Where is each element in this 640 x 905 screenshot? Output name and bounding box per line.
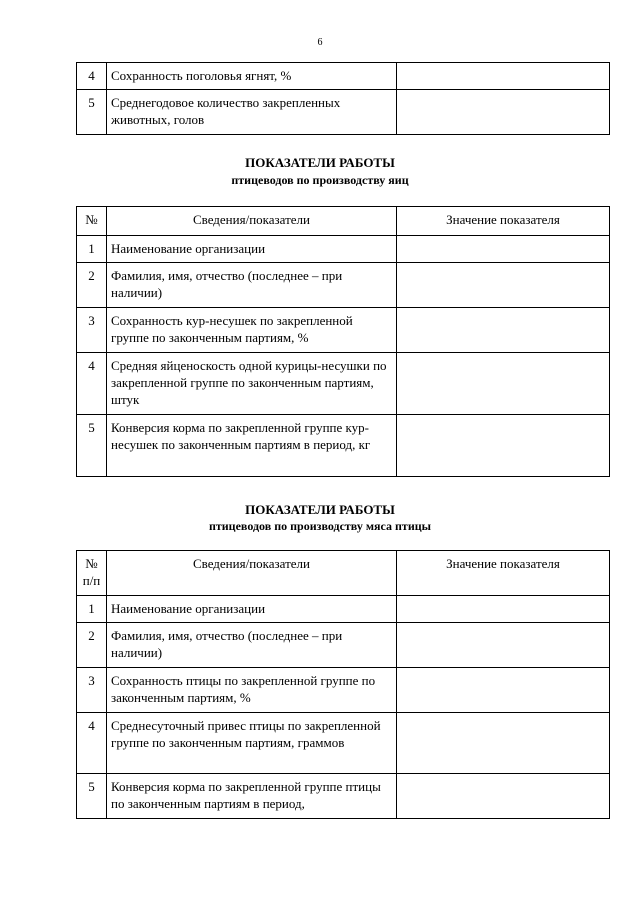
table-row bbox=[77, 63, 610, 90]
row-indicator: Среднесуточный привес птицы по закрепленной группе по законченным партиям, граммов bbox=[107, 713, 397, 774]
header-number: № bbox=[77, 207, 107, 236]
row-number: 4 bbox=[77, 63, 107, 90]
row-value-cell[interactable] bbox=[397, 90, 610, 135]
row-indicator: Фамилия, имя, отчество (последнее – при наличии) bbox=[107, 263, 397, 308]
table-row bbox=[77, 623, 610, 668]
row-number: 3 bbox=[77, 668, 107, 713]
table-header-row bbox=[77, 207, 610, 236]
row-value-cell[interactable] bbox=[397, 353, 610, 415]
row-value-cell[interactable] bbox=[397, 623, 610, 668]
row-indicator: Сохранность птицы по закрепленной группе по законченным партиям, % bbox=[107, 668, 397, 713]
page-number: 6 bbox=[317, 37, 323, 48]
table-row bbox=[77, 263, 610, 308]
header-value: Значение показателя bbox=[397, 551, 610, 596]
poultry-meat-table bbox=[76, 550, 610, 819]
table-row bbox=[77, 596, 610, 623]
section-subtitle: птицеводов по производству яиц bbox=[231, 173, 409, 187]
table-row bbox=[77, 415, 610, 477]
header-info: Сведения/показатели bbox=[107, 551, 397, 596]
row-value-cell[interactable] bbox=[397, 415, 610, 477]
table-row bbox=[77, 353, 610, 415]
table-row bbox=[77, 713, 610, 774]
table-row bbox=[77, 308, 610, 353]
row-indicator: Конверсия корма по закрепленной группе птицы по законченным партиям в период, bbox=[107, 774, 397, 819]
section-subtitle: птицеводов по производству мяса птицы bbox=[208, 519, 432, 533]
continued-table bbox=[76, 62, 610, 135]
row-number: 1 bbox=[77, 236, 107, 263]
table-row bbox=[77, 774, 610, 819]
row-number: 4 bbox=[77, 353, 107, 415]
row-number: 2 bbox=[77, 263, 107, 308]
table-row bbox=[77, 236, 610, 263]
header-value: Значение показателя bbox=[397, 207, 610, 236]
row-value-cell[interactable] bbox=[397, 63, 610, 90]
header-info: Сведения/показатели bbox=[107, 207, 397, 236]
row-value-cell[interactable] bbox=[397, 668, 610, 713]
row-number: 2 bbox=[77, 623, 107, 668]
row-number: 5 bbox=[77, 415, 107, 477]
row-indicator: Конверсия корма по закрепленной группе кур-несушек по законченным партиям в период, кг bbox=[107, 415, 397, 477]
row-number: 5 bbox=[77, 90, 107, 135]
row-value-cell[interactable] bbox=[397, 596, 610, 623]
table-header-row bbox=[77, 551, 610, 596]
row-indicator: Сохранность кур-несушек по закрепленной группе по законченным партиям, % bbox=[107, 308, 397, 353]
row-number: 5 bbox=[77, 774, 107, 819]
row-value-cell[interactable] bbox=[397, 308, 610, 353]
row-number: 4 bbox=[77, 713, 107, 774]
section-title: ПОКАЗАТЕЛИ РАБОТЫ bbox=[245, 502, 395, 517]
row-indicator: Сохранность поголовья ягнят, % bbox=[107, 63, 397, 90]
row-indicator: Средняя яйценоскость одной курицы-несушки по закрепленной группе по законченным партиям, штук bbox=[107, 353, 397, 415]
row-indicator: Среднегодовое количество закрепленных животных, голов bbox=[107, 90, 397, 135]
row-value-cell[interactable] bbox=[397, 774, 610, 819]
row-number: 1 bbox=[77, 596, 107, 623]
table-row bbox=[77, 90, 610, 135]
row-indicator: Наименование организации bbox=[107, 236, 397, 263]
egg-production-table bbox=[76, 206, 610, 477]
row-indicator: Наименование организации bbox=[107, 596, 397, 623]
row-value-cell[interactable] bbox=[397, 713, 610, 774]
row-indicator: Фамилия, имя, отчество (последнее – при наличии) bbox=[107, 623, 397, 668]
section-title: ПОКАЗАТЕЛИ РАБОТЫ bbox=[245, 155, 395, 170]
header-number: № п/п bbox=[77, 551, 107, 596]
row-number: 3 bbox=[77, 308, 107, 353]
row-value-cell[interactable] bbox=[397, 236, 610, 263]
row-value-cell[interactable] bbox=[397, 263, 610, 308]
table-row bbox=[77, 668, 610, 713]
